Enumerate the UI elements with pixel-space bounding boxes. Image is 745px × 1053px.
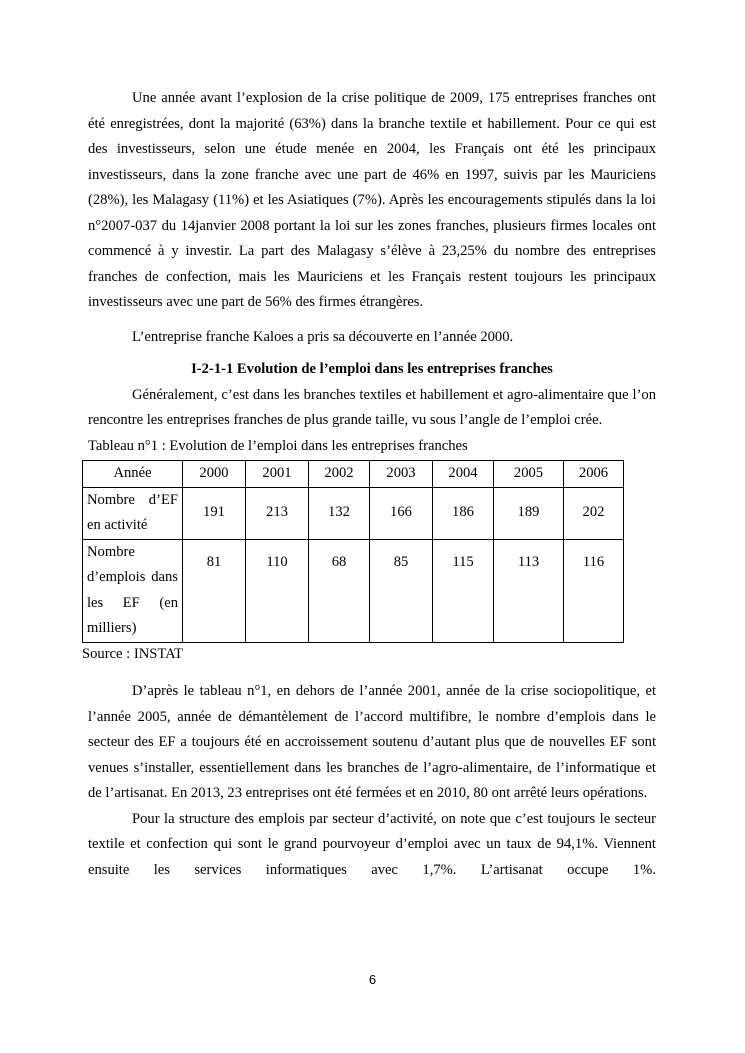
table-cell: 191 (183, 487, 246, 539)
table-cell: 189 (494, 487, 564, 539)
header-year: 2002 (309, 461, 370, 488)
row-label: Nombre d’emplois dans les EF (en milliers) (83, 539, 183, 642)
header-year-label: Année (83, 461, 183, 488)
header-year: 2006 (564, 461, 624, 488)
document-page (82, 86, 656, 883)
table-cell: 202 (564, 487, 624, 539)
table-cell: 110 (246, 539, 309, 642)
table-source: Source : INSTAT (82, 645, 183, 662)
row-label: Nombre d’EF en activité (83, 487, 183, 539)
header-year: 2001 (246, 461, 309, 488)
table-cell: 68 (309, 539, 370, 642)
paragraph-table-analysis: D’après le tableau n°1, en dehors de l’année 2001, année de la crise sociopolitique, et l’année 2005, année de démantèlement de l’accord multifibre, le nombre d’emplois dans le secteur des EF a toujours été en accroissement soutenu d’autant plus que de nouvelles EF sont venues s’installer, essentiellement dans les branches de l’agro-alimentaire, de l’informatique et de l’artisanat. En 2013, 23 entreprises ont été fermées et en 2010, 80 ont arrêté leurs opérations. (88, 683, 656, 801)
paragraph-employment-structure: Pour la structure des emplois par secteur d’activité, on note que c’est toujours le secteur textile et confection qui sont le grand pourvoyeur d’emploi avec un taux de 94,1%. Viennent ensuite les services informatiques avec 1,7%. L’artisanat occupe 1%. (88, 810, 656, 878)
header-year: 2005 (494, 461, 564, 488)
header-year: 2004 (433, 461, 494, 488)
table-cell: 116 (564, 539, 624, 642)
table-row-ef-count (83, 487, 624, 539)
table-cell: 81 (183, 539, 246, 642)
section-heading: I-2-1-1 Evolution de l’emploi dans les entreprises franches (191, 361, 553, 377)
table-cell: 186 (433, 487, 494, 539)
employment-table (82, 460, 624, 643)
table-cell: 213 (246, 487, 309, 539)
header-year: 2000 (183, 461, 246, 488)
table-header-row (83, 461, 624, 488)
table-cell: 115 (433, 539, 494, 642)
table-cell: 113 (494, 539, 564, 642)
table-cell: 85 (370, 539, 433, 642)
table-caption: Tableau n°1 : Evolution de l’emploi dans les entreprises franches (88, 437, 468, 454)
table-cell: 166 (370, 487, 433, 539)
table-row-employment (83, 539, 624, 642)
paragraph-free-zone-investors: Une année avant l’explosion de la crise politique de 2009, 175 entreprises franches ont été enregistrées, dont la majorité (63%) dans la branche textile et habillement. Pour ce qui est des investisseurs, selon une étude menée en 2004, les Français ont été les principaux investisseurs, dans la zone franche avec une part de 46% en 1997, suivis par les Mauriciens (28%), les Malagasy (11%) et les Asiatiques (7%). Après les encouragements stipulés dans la loi n°2007-037 du 14janvier 2008 portant la loi sur les zones franches, plusieurs firmes locales ont commencé à y investir. La part des Malagasy s’élève à 23,25% du nombre des entreprises franches de confection, mais les Mauriciens et les Français restent toujours les principaux investisseurs avec une part de 56% des firmes étrangères. (88, 90, 656, 310)
paragraph-kaloes: L’entreprise franche Kaloes a pris sa découverte en l’année 2000. (132, 328, 514, 345)
page-number: 6 (368, 972, 377, 987)
table-cell: 132 (309, 487, 370, 539)
header-year: 2003 (370, 461, 433, 488)
paragraph-intro: Généralement, c’est dans les branches textiles et habillement et agro-alimentaire que l’on rencontre les entreprises franches de plus grande taille, vu sous l’angle de l’emploi crée. (88, 386, 656, 428)
